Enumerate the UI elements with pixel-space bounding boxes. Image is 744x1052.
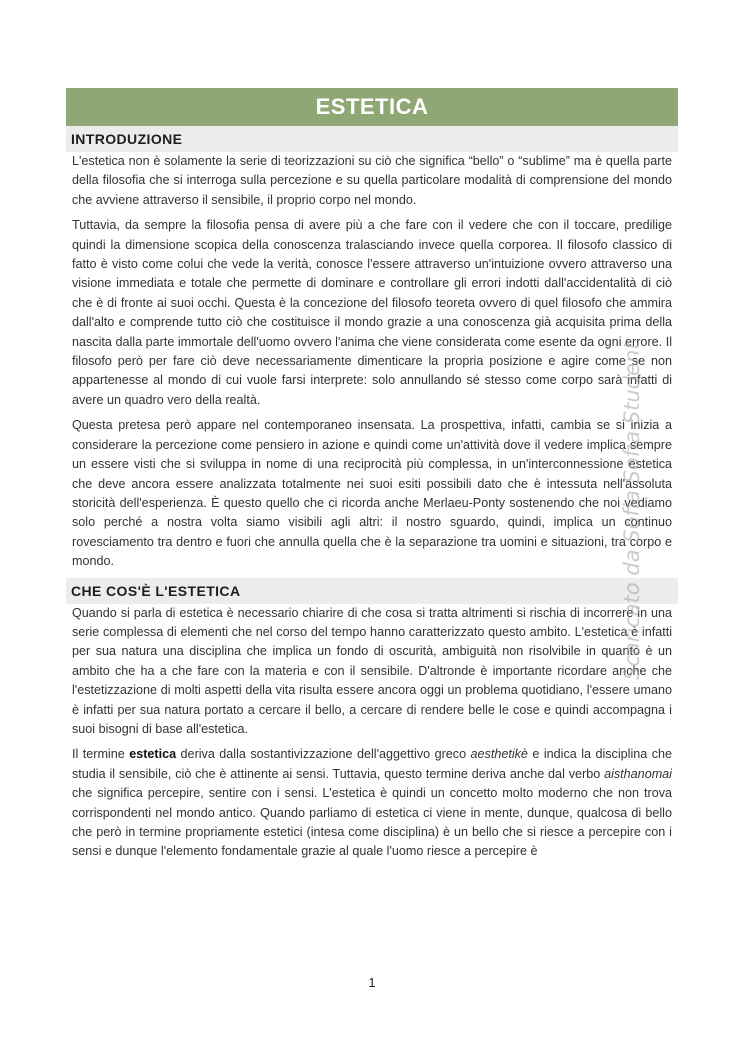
bold-term: estetica [129,747,177,762]
paragraph: L'estetica non è solamente la serie di teorizzazioni su ciò che significa “bello” o “sublime” ma è quella parte della filosofia che si interroga sulla percezione e su quella particolare modalità di comprensione del mondo che avviene attraverso il sensibile, il proprio corpo nel mondo. [72,154,672,207]
paragraph: Questa pretesa però appare nel contemporaneo insensata. La prospettiva, infatti, cambia se si inizia a considerare la percezione come pensiero in azione e quindi come un'attività dove il vedere implica sempre un essere visti che si sviluppa in nome di una reciprocità più complessa, in un'interconnessione estetica che deve ancora essere analizzata totalmente nei suoi esiti possibili dato che è intessuta nell'assoluta storicità dell'esperienza. È questo quello che ci ricorda anche Merlaeu-Ponty sostenendo che noi vediamo solo perché a nostra volta siamo visibili agli altri: il nostro sguardo, quindi, implica un continuo rovesciamento tra dentro e fuori che annulla quella che è la separazione tra uomini e situazioni, tra corpo e mondo. [72,418,672,569]
text-span: che significa percepire, sentire con i sensi. L'estetica è quindi un concetto molto moderno che non trova corrispondenti nel mondo antico. Quando parliamo di estetica ci viene in mente, dunque, qualcosa di bello che però in termine propriamente estetici (intesa come disciplina) è un bello che si riesce a percepire con i sensi e dunque l'elemento fondamentale grazie al quale l'uomo riesce a percepire è [72,786,672,859]
paragraph-termine-estetica [66,745,678,861]
document-title: ESTETICA [66,88,678,126]
section-heading-che-cose-lestetica: CHE COS'È L'ESTETICA [66,578,678,604]
text-span: Il termine [72,747,130,762]
italic-term: aisthanomai [604,766,672,781]
section-heading-introduzione: INTRODUZIONE [66,126,678,152]
paragraph: Tuttavia, da sempre la filosofia pensa di avere più a che fare con il vedere che con il toccare, predilige quindi la dimensione scopica della conoscenza tralasciando invece quella corporea. Il filosofo classico di fatto è visto come colui che vede la verità, conosce l'essere attraverso un'intuizione ovvero attraverso una visione immediata e totale che permette di dominare e controllare gli errori indotti dall'accidentalità di ciò che è di fronte ai suoi occhi. Questa è la concezione del filosofo teoreta ovvero di quel filosofo che ammira dall'alto e comprende tutto ciò che costituisce il mondo grazie a una conoscenza già acquisita prima della nascita dalla parte immortale dell'uomo ovvero l'anima che viene considerata come esente da ogni errore. Il filosofo però per fare ciò deve necessariamente dimenticare la propria posizione e agire come se non appartenesse al mondo di cui vuole farsi interprete: solo annullando sé stesso come corpo sarà infatti di avere un quadro vero della realtà. [72,218,672,407]
text-span: deriva dalla sostantivizzazione dell'aggettivo greco [176,747,471,762]
page-number: 1 [368,975,376,990]
text-span: e indica la disciplina che studia il sensibile, ciò che è attinente ai sensi. Tuttavia, questo termine deriva anche dal verbo [72,747,673,781]
paragraph: Quando si parla di estetica è necessario chiarire di che cosa si tratta altrimenti si rischia di incorrere in una serie complessa di elementi che nel corso del tempo hanno caratterizzato questo ambito. L'estetica è infatti per sua natura una disciplina che implica un fondo di oscurità, ambiguità non risolvibile in quanto è un ambito che ha a che fare con la materia e con il sensibile. D'altronde è importante ricordare anche che l'estetizzazione di molti aspetti della vita risulta essere ancora oggi un problema quotidiano, l'essere umano è infatti per sua natura portato a cercare il bello, a cercare di rendere belle le cose e quindi accompagna i suoi bisogni di base all'estetica. [72,605,672,736]
watermark: Scaricato da Sofia Sofia Student [620,341,644,680]
italic-term: aesthetikè [470,747,528,762]
document-page [66,88,678,862]
